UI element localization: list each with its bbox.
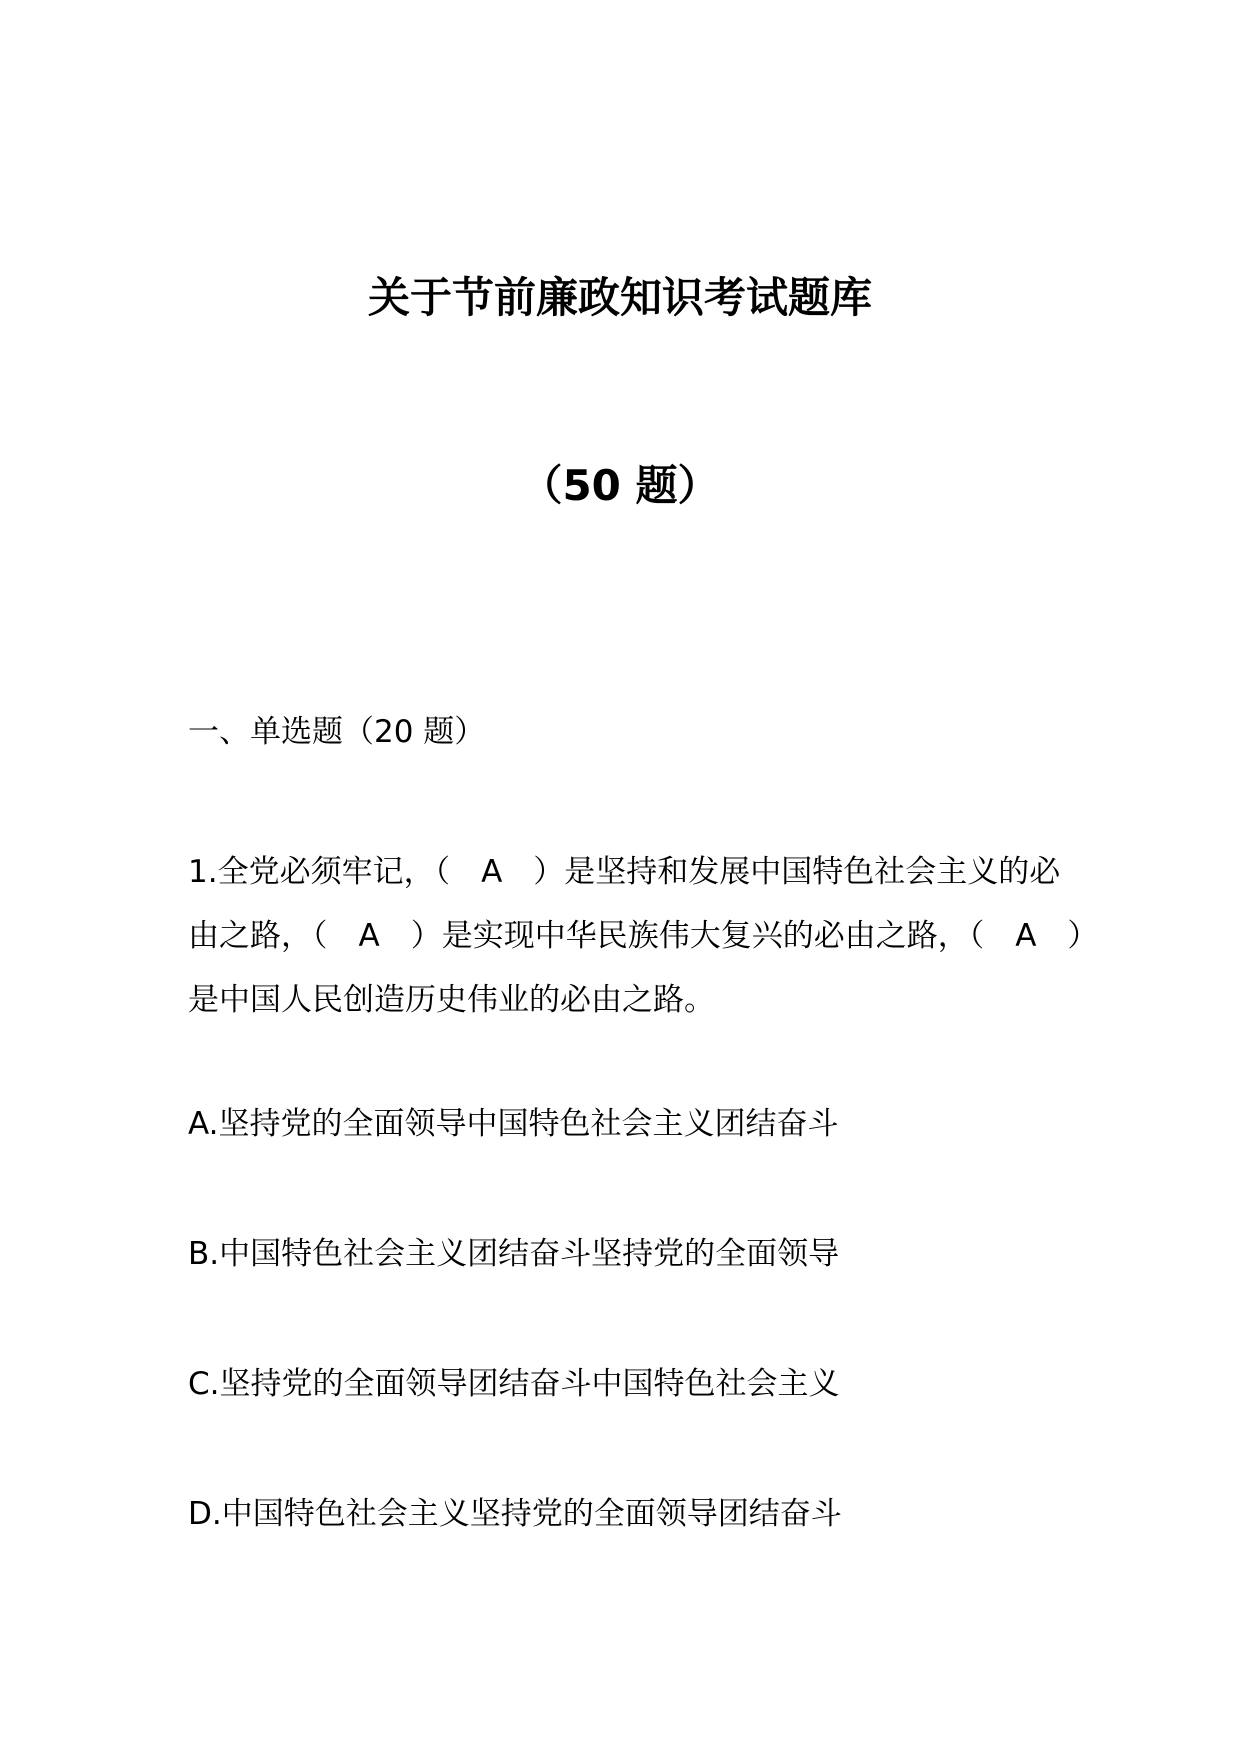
question-stem: 1.全党必须牢记，（ A ）是坚持和发展中国特色社会主义的必由之路，（ A ）是实现中华民族伟大复兴的必由之路，（ A ）是中国人民创造历史伟业的必由之路。 [188,854,1083,1018]
section-heading: 一、单选题（20 题） [188,714,486,750]
option-a: A.坚持党的全面领导中国特色社会主义团结奋斗 [188,1106,839,1142]
option-d: D.中国特色社会主义坚持党的全面领导团结奋斗 [188,1496,842,1532]
option-b: B.中国特色社会主义团结奋斗坚持党的全面领导 [188,1236,840,1272]
option-c: C.坚持党的全面领导团结奋斗中国特色社会主义 [188,1366,840,1402]
document-title: 关于节前廉政知识考试题库 [367,273,872,322]
document-subtitle: （50 题） [520,461,720,510]
